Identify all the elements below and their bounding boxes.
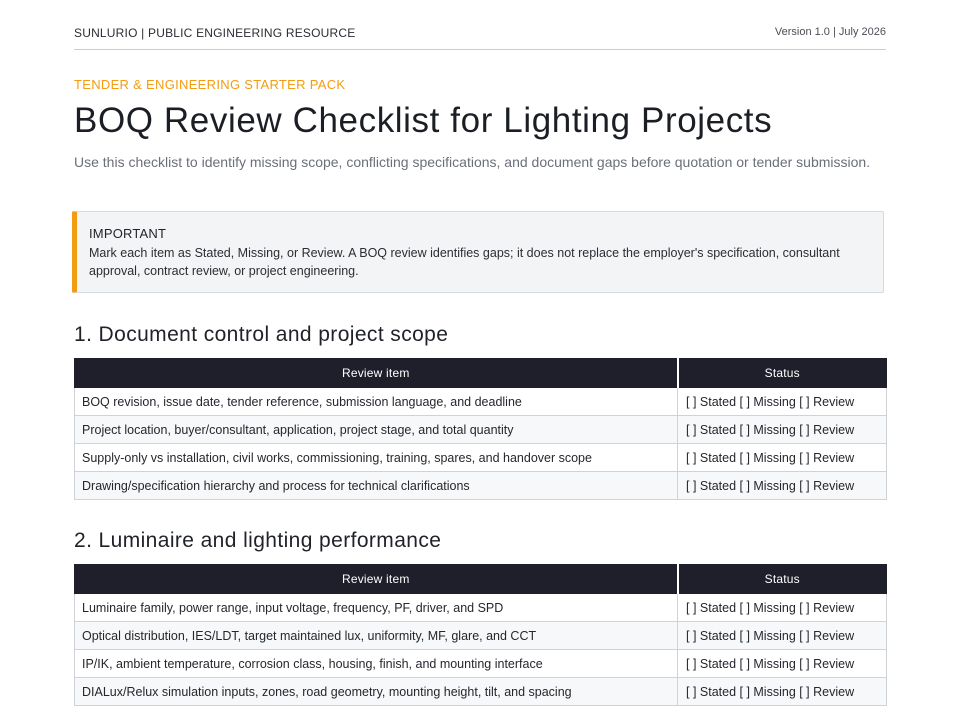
table-row [75,472,887,500]
page-subtitle: Use this checklist to identify missing scope, conflicting specifications, and document gaps before quotation or tender submission. [74,154,871,170]
status-cell: [ ] Stated [ ] Missing [ ] Review [678,388,887,416]
page-title: BOQ Review Checklist for Lighting Projects [74,101,773,140]
review-item-cell: Supply-only vs installation, civil works, commissioning, training, spares, and handover scope [75,444,678,472]
status-cell: [ ] Stated [ ] Missing [ ] Review [678,650,887,678]
header-org: SUNLURIO | PUBLIC ENGINEERING RESOURCE [74,26,356,40]
status-cell: [ ] Stated [ ] Missing [ ] Review [678,622,887,650]
notice-body: Mark each item as Stated, Missing, or Review. A BOQ review identifies gaps; it does not replace the employer's specification, consultant approval, contract review, or project engineering. [89,246,840,278]
table-row [75,388,887,416]
column-header-review-item: Review item [75,359,678,388]
status-cell: [ ] Stated [ ] Missing [ ] Review [678,472,887,500]
checklist-table [74,358,887,500]
important-notice [72,211,884,293]
review-item-cell: Project location, buyer/consultant, application, project stage, and total quantity [75,416,678,444]
table-header-row [75,565,887,594]
status-cell: [ ] Stated [ ] Missing [ ] Review [678,444,887,472]
table-row [75,650,887,678]
table-row [75,594,887,622]
review-item-cell: DIALux/Relux simulation inputs, zones, road geometry, mounting height, tilt, and spacing [75,678,678,706]
column-header-status: Status [678,359,887,388]
status-cell: [ ] Stated [ ] Missing [ ] Review [678,678,887,706]
table-row [75,416,887,444]
review-item-cell: Optical distribution, IES/LDT, target maintained lux, uniformity, MF, glare, and CCT [75,622,678,650]
table-row [75,678,887,706]
section-title: 2. Luminaire and lighting performance [74,529,442,552]
table-row [75,622,887,650]
notice-title: IMPORTANT [89,226,167,241]
column-header-status: Status [678,565,887,594]
table-header-row [75,359,887,388]
header-version: Version 1.0 | July 2026 [774,26,886,38]
column-header-review-item: Review item [75,565,678,594]
review-item-cell: BOQ revision, issue date, tender reference, submission language, and deadline [75,388,678,416]
document-header [74,24,886,50]
review-item-cell: Drawing/specification hierarchy and process for technical clarifications [75,472,678,500]
checklist-table [74,564,887,706]
table-row [75,444,887,472]
status-cell: [ ] Stated [ ] Missing [ ] Review [678,416,887,444]
review-item-cell: Luminaire family, power range, input voltage, frequency, PF, driver, and SPD [75,594,678,622]
kicker-label: TENDER & ENGINEERING STARTER PACK [74,77,346,92]
status-cell: [ ] Stated [ ] Missing [ ] Review [678,594,887,622]
review-item-cell: IP/IK, ambient temperature, corrosion class, housing, finish, and mounting interface [75,650,678,678]
section-title: 1. Document control and project scope [74,323,449,346]
